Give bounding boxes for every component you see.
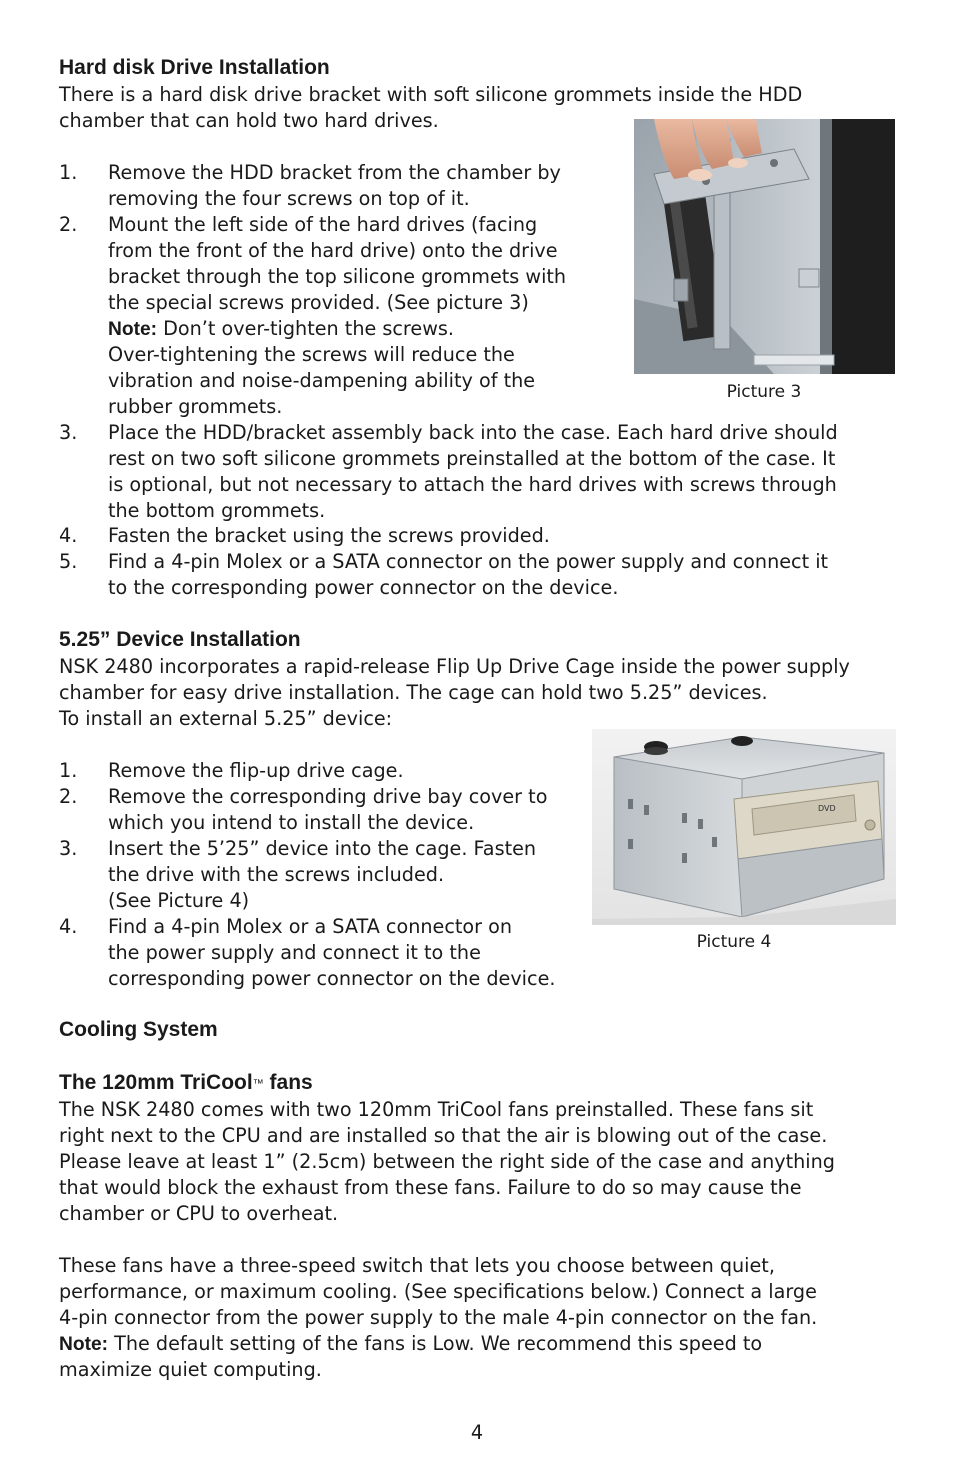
trademark-symbol: ™ bbox=[252, 1078, 264, 1090]
hdd-step-2-line-4: the special screws provided. (See picture 3) bbox=[108, 291, 529, 314]
device-step-2-number: 2. bbox=[59, 785, 78, 808]
hdd-step-1-line-1: Remove the HDD bracket from the chamber by bbox=[108, 161, 561, 184]
device-step-4-number: 4. bbox=[59, 915, 78, 938]
page-number: 4 bbox=[470, 1421, 484, 1444]
hdd-note-line-2: Over-tightening the screws will reduce the bbox=[108, 343, 515, 366]
hdd-note-line-1 bbox=[108, 316, 454, 343]
device-step-3-line-2: the drive with the screws included. bbox=[108, 863, 445, 886]
hdd-step-5-line-2: to the corresponding power connector on the device. bbox=[108, 576, 619, 599]
fans-subheading bbox=[59, 1070, 313, 1097]
device-step-1-number: 1. bbox=[59, 759, 78, 782]
dvd-logo-text: DVD bbox=[818, 804, 836, 813]
fans-subheading-end: fans bbox=[263, 1071, 313, 1094]
device-step-1-line-1: Remove the flip-up drive cage. bbox=[108, 759, 404, 782]
hdd-note-line-4: rubber grommets. bbox=[108, 395, 283, 418]
drive-cage-illustration bbox=[592, 729, 896, 925]
device-step-4-line-1: Find a 4-pin Molex or a SATA connector on bbox=[108, 915, 513, 938]
cooling-para1-line-2: right next to the CPU and are installed so that the air is blowing out of the case. bbox=[59, 1124, 828, 1147]
device-intro-line-2: chamber for easy drive installation. The cage can hold two 5.25” devices. bbox=[59, 681, 768, 704]
hdd-step-2-line-1: Mount the left side of the hard drives (facing bbox=[108, 213, 538, 236]
device-step-3-line-3: (See Picture 4) bbox=[108, 889, 250, 912]
hdd-note-label: Note: bbox=[108, 319, 158, 340]
hdd-heading: Hard disk Drive Installation bbox=[59, 56, 330, 79]
hdd-step-3-number: 3. bbox=[59, 421, 78, 444]
hdd-step-1-line-2: removing the four screws on top of it. bbox=[108, 187, 470, 210]
hdd-step-5-line-1: Find a 4-pin Molex or a SATA connector on the power supply and connect it bbox=[108, 550, 829, 573]
cooling-heading: Cooling System bbox=[59, 1018, 218, 1041]
hdd-note-text: Don’t over-tighten the screws. bbox=[157, 317, 454, 340]
cooling-para1-line-5: chamber or CPU to overheat. bbox=[59, 1202, 339, 1225]
picture-3-photo bbox=[634, 119, 895, 374]
hdd-step-3-line-1: Place the HDD/bracket assembly back into the case. Each hard drive should bbox=[108, 421, 838, 444]
device-heading: 5.25” Device Installation bbox=[59, 628, 301, 651]
hdd-step-2-number: 2. bbox=[59, 213, 78, 236]
cooling-para2-line-2: performance, or maximum cooling. (See specifications below.) Connect a large bbox=[59, 1280, 817, 1303]
hdd-bracket-illustration bbox=[634, 119, 895, 374]
hdd-step-4-line-1: Fasten the bracket using the screws provided. bbox=[108, 524, 550, 547]
hdd-note-line-3: vibration and noise-dampening ability of the bbox=[108, 369, 536, 392]
hdd-step-1-number: 1. bbox=[59, 161, 78, 184]
picture-4-caption: Picture 4 bbox=[696, 932, 772, 952]
hdd-step-5-number: 5. bbox=[59, 550, 78, 573]
hdd-intro-line-1: There is a hard disk drive bracket with soft silicone grommets inside the HDD bbox=[59, 83, 803, 106]
device-step-3-line-1: Insert the 5’25” device into the cage. Fasten bbox=[108, 837, 537, 860]
hdd-step-2-line-2: from the front of the hard drive) onto the drive bbox=[108, 239, 558, 262]
cooling-para1-line-4: that would block the exhaust from these fans. Failure to do so may cause the bbox=[59, 1176, 802, 1199]
hdd-step-3-line-2: rest on two soft silicone grommets preinstalled at the bottom of the case. It bbox=[108, 447, 836, 470]
cooling-para1-line-3: Please leave at least 1” (2.5cm) between the right side of the case and anything bbox=[59, 1150, 835, 1173]
cooling-para1-line-1: The NSK 2480 comes with two 120mm TriCool fans preinstalled. These fans sit bbox=[59, 1098, 814, 1121]
device-intro-line-3: To install an external 5.25” device: bbox=[59, 707, 393, 730]
device-intro-line-1: NSK 2480 incorporates a rapid-release Flip Up Drive Cage inside the power supply bbox=[59, 655, 850, 678]
cooling-note-label: Note: bbox=[59, 1334, 109, 1355]
hdd-step-4-number: 4. bbox=[59, 524, 78, 547]
cooling-para2-line-3: 4-pin connector from the power supply to the male 4-pin connector on the fan. bbox=[59, 1306, 818, 1329]
hdd-intro-line-2: chamber that can hold two hard drives. bbox=[59, 109, 439, 132]
cooling-note-text: The default setting of the fans is Low. We recommend this speed to bbox=[108, 1332, 763, 1355]
cooling-para2-line-1: These fans have a three-speed switch that lets you choose between quiet, bbox=[59, 1254, 775, 1277]
device-step-4-line-3: corresponding power connector on the device. bbox=[108, 967, 556, 990]
fans-subheading-text: The 120mm TriCool bbox=[59, 1071, 253, 1094]
hdd-step-2-line-3: bracket through the top silicone grommets with bbox=[108, 265, 567, 288]
cooling-note-line-2: maximize quiet computing. bbox=[59, 1358, 322, 1381]
hdd-step-3-line-4: the bottom grommets. bbox=[108, 499, 326, 522]
device-step-3-number: 3. bbox=[59, 837, 78, 860]
device-step-2-line-2: which you intend to install the device. bbox=[108, 811, 475, 834]
device-step-2-line-1: Remove the corresponding drive bay cover to bbox=[108, 785, 548, 808]
device-step-4-line-2: the power supply and connect it to the bbox=[108, 941, 481, 964]
cooling-note-line-1 bbox=[59, 1331, 762, 1358]
hdd-step-3-line-3: is optional, but not necessary to attach the hard drives with screws through bbox=[108, 473, 837, 496]
picture-3-caption: Picture 3 bbox=[726, 382, 802, 402]
picture-4-photo bbox=[592, 729, 896, 925]
